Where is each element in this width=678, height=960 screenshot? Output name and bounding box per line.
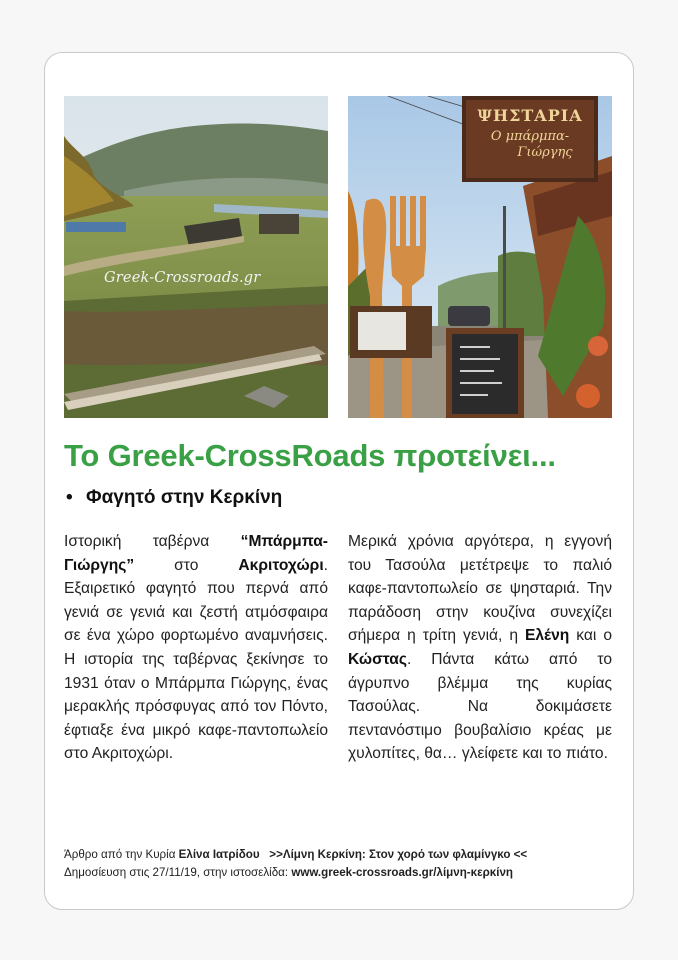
text-run: και ο xyxy=(569,627,612,645)
footer-line-1 xyxy=(64,846,624,864)
text-column-left xyxy=(64,530,328,766)
sign-name: Γιώργης xyxy=(517,145,573,160)
sign-subtitle: Ο μπάρμπα- xyxy=(490,129,570,144)
footer-text: Δημοσίευση στις 27/11/19, στην ιστοσελίδα: xyxy=(64,866,292,879)
website-link[interactable]: www.greek-crossroads.gr/λίμνη-κερκίνη xyxy=(291,866,514,879)
text-run: . Εξαιρετικό φαγητό που περνά από γενιά σε γενιά και ζεστή ατμόσφαιρα σε ένα χώρο φορτωμένο αναμνήσεις. Η ιστορία της ταβέρνας ξεκίνησε το 1931 όταν ο Μπάρμπα Γιώργης, ένας μερακλής πρόσφυγας από τον Πόντο, έφτιαξε ένα μικρό καφε-παντοπωλείο στο Ακριτοχώρι. xyxy=(64,556,328,763)
footer-line-2 xyxy=(64,864,624,882)
headline: Το Greek-CrossRoads προτείνει... xyxy=(64,438,556,473)
text-run: Μερικά χρόνια αργότερα, η εγγονή του Τασούλα μετέτρεψε το παλιό καφε-παντοπωλείο σε ψησταριά. Την παράδοση στην κουζίνα συνεχίζει σήμερα η τρίτη γενιά, η xyxy=(348,533,612,645)
village-name: Ακριτοχώρι xyxy=(238,556,324,574)
article-footer xyxy=(64,846,624,882)
photo-watermark: Greek-Crossroads.gr xyxy=(104,270,261,286)
article-link[interactable]: >>Λίμνη Κερκίνη: Στον χορό των φλαμίνγκο << xyxy=(269,848,528,861)
bullet: • xyxy=(66,487,73,508)
subheading-text: Φαγητό στην Κερκίνη xyxy=(86,487,283,508)
text-column-right xyxy=(348,530,612,766)
footer-text: Άρθρο από την Κυρία xyxy=(64,848,179,861)
text-run: στο xyxy=(134,556,239,574)
sign-title: ΨΗΣΤΑΡΙΑ xyxy=(477,106,583,125)
author-name: Ελίνα Ιατρίδου xyxy=(178,848,260,861)
lake-photo xyxy=(64,96,328,418)
text-run: . Πάντα κάτω από το άγρυπνο βλέμμα της κυρίας Τασούλας. Να δοκιμάσετε πεντανόστιμο βουβαλίσιο κρέας με χυλοπίτες, θα… γλείφετε και το πιάτο. xyxy=(348,650,612,763)
person-name-eleni: Ελένη xyxy=(524,627,570,645)
subheading xyxy=(66,487,586,509)
taverna-name: “Μπάρμπα-Γιώργης” xyxy=(64,533,328,574)
text-run: Ιστορική ταβέρνα xyxy=(64,533,241,550)
person-name-kostas: Κώστας xyxy=(348,650,407,668)
taverna-photo xyxy=(348,96,612,418)
